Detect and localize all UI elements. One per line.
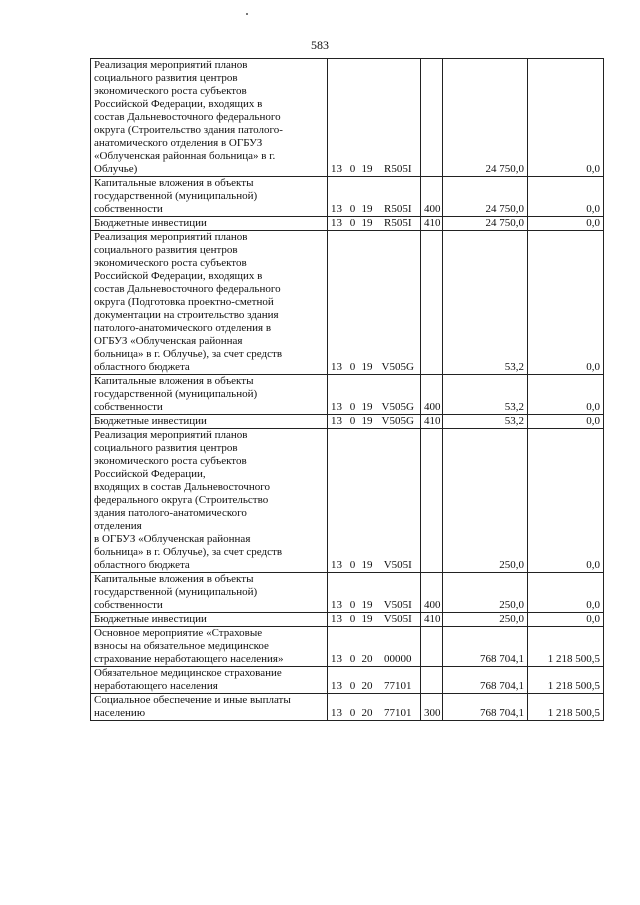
description-line: собственности [94,401,163,413]
amount-first-year: 24 750,0 [443,59,528,177]
row-description [91,694,328,721]
row-description [91,231,328,375]
amount-second-year: 1 218 500,5 [528,694,604,721]
description-line: областного бюджета [94,361,190,373]
budget-table [90,58,604,721]
expense-direction-code: R505I [376,217,421,231]
program-code: 13 [328,573,347,613]
expense-type-code [421,667,443,694]
description-line: Реализация мероприятий планов [94,429,248,441]
description-line: больница» в г. Облучье), за счет средств [94,348,283,360]
description-line: государственной (муниципальной) [94,586,258,598]
description-line: больница» в г. Облучье), за счет средств [94,546,283,558]
description-line: Бюджетные инвестиции [94,415,207,427]
row-description [91,429,328,573]
table-row [91,627,604,667]
table-row [91,231,604,375]
description-line: взносы на обязательное медицинское [94,640,269,652]
table-row [91,217,604,231]
expense-direction-code: R505I [376,59,421,177]
amount-first-year: 24 750,0 [443,177,528,217]
description-line: государственной (муниципальной) [94,190,258,202]
amount-first-year: 53,2 [443,415,528,429]
description-line: страхование неработающего населения» [94,653,284,665]
program-code: 13 [328,694,347,721]
subprogram-code: 0 [347,375,359,415]
description-line: экономического роста субъектов [94,85,247,97]
table-row [91,375,604,415]
main-event-code: 20 [359,667,376,694]
expense-type-code: 400 [421,375,443,415]
row-description [91,177,328,217]
description-line: входящих в состав Дальневосточного [94,481,271,493]
row-description [91,667,328,694]
table-row [91,415,604,429]
subprogram-code: 0 [347,177,359,217]
description-line: государственной (муниципальной) [94,388,258,400]
expense-type-code: 410 [421,613,443,627]
table-row [91,694,604,721]
page-number: 583 [311,38,329,52]
program-code: 13 [328,217,347,231]
row-description [91,573,328,613]
amount-second-year: 0,0 [528,217,604,231]
table-row [91,613,604,627]
table-row [91,573,604,613]
description-line: в ОГБУЗ «Облученская районная [94,533,251,545]
description-line: «Облученская районная больница» в г. [94,150,276,162]
description-line: Реализация мероприятий планов [94,59,248,71]
amount-first-year: 768 704,1 [443,667,528,694]
row-description [91,375,328,415]
expense-type-code [421,627,443,667]
description-line: Бюджетные инвестиции [94,217,207,229]
description-line: Облучье) [94,163,138,175]
expense-direction-code: V505I [376,429,421,573]
description-line: областного бюджета [94,559,190,571]
main-event-code: 19 [359,217,376,231]
amount-first-year: 53,2 [443,375,528,415]
description-line: экономического роста субъектов [94,257,247,269]
row-description [91,415,328,429]
description-line: Капитальные вложения в объекты [94,573,254,585]
program-code: 13 [328,375,347,415]
amount-first-year: 250,0 [443,429,528,573]
amount-second-year: 0,0 [528,177,604,217]
amount-second-year: 1 218 500,5 [528,627,604,667]
description-line: состав Дальневосточного федерального [94,283,281,295]
amount-first-year: 53,2 [443,231,528,375]
main-event-code: 19 [359,231,376,375]
program-code: 13 [328,667,347,694]
description-line: Реализация мероприятий планов [94,231,248,243]
description-line: документации на строительство здания [94,309,279,321]
description-line: округа (Подготовка проектно-сметной [94,296,274,308]
program-code: 13 [328,627,347,667]
program-code: 13 [328,59,347,177]
main-event-code: 20 [359,627,376,667]
amount-first-year: 250,0 [443,613,528,627]
expense-direction-code: R505I [376,177,421,217]
description-line: Основное мероприятие «Страховые [94,627,263,639]
amount-second-year: 0,0 [528,59,604,177]
description-line: ОГБУЗ «Облученская районная [94,335,243,347]
amount-second-year: 0,0 [528,231,604,375]
expense-direction-code: 77101 [376,667,421,694]
amount-second-year: 1 218 500,5 [528,667,604,694]
amount-first-year: 768 704,1 [443,694,528,721]
description-line: Российской Федерации, входящих в [94,270,263,282]
expense-direction-code: V505G [376,375,421,415]
subprogram-code: 0 [347,627,359,667]
program-code: 13 [328,613,347,627]
amount-second-year: 0,0 [528,573,604,613]
table-row [91,429,604,573]
description-line: собственности [94,599,163,611]
subprogram-code: 0 [347,429,359,573]
description-line: социального развития центров [94,244,238,256]
program-code: 13 [328,415,347,429]
row-description [91,613,328,627]
main-event-code: 19 [359,573,376,613]
description-line: Социальное обеспечение и иные выплаты [94,694,291,706]
description-line: неработающего населения [94,680,218,692]
amount-first-year: 768 704,1 [443,627,528,667]
description-line: Российской Федерации, [94,468,206,480]
amount-second-year: 0,0 [528,429,604,573]
subprogram-code: 0 [347,613,359,627]
subprogram-code: 0 [347,667,359,694]
row-description [91,217,328,231]
description-line: социального развития центров [94,72,238,84]
description-line: населению [94,707,146,719]
main-event-code: 20 [359,694,376,721]
amount-second-year: 0,0 [528,415,604,429]
main-event-code: 19 [359,177,376,217]
expense-direction-code: V505I [376,613,421,627]
program-code: 13 [328,429,347,573]
expense-type-code: 400 [421,177,443,217]
row-description [91,59,328,177]
subprogram-code: 0 [347,415,359,429]
main-event-code: 19 [359,613,376,627]
description-line: здания патолого-анатомического [94,507,247,519]
main-event-code: 19 [359,375,376,415]
subprogram-code: 0 [347,231,359,375]
description-line: Российской Федерации, входящих в [94,98,263,110]
expense-type-code: 400 [421,573,443,613]
expense-type-code: 410 [421,415,443,429]
expense-type-code: 300 [421,694,443,721]
description-line: собственности [94,203,163,215]
description-line: Капитальные вложения в объекты [94,177,254,189]
expense-type-code [421,429,443,573]
expense-type-code [421,231,443,375]
description-line: Капитальные вложения в объекты [94,375,254,387]
expense-direction-code: 77101 [376,694,421,721]
main-event-code: 19 [359,59,376,177]
table-row [91,177,604,217]
expense-direction-code: V505G [376,231,421,375]
program-code: 13 [328,231,347,375]
subprogram-code: 0 [347,573,359,613]
amount-second-year: 0,0 [528,375,604,415]
description-line: экономического роста субъектов [94,455,247,467]
description-line: отделения [94,520,142,532]
description-line: Обязательное медицинское страхование [94,667,282,679]
scan-speck [246,13,248,15]
main-event-code: 19 [359,415,376,429]
expense-type-code: 410 [421,217,443,231]
program-code: 13 [328,177,347,217]
amount-first-year: 24 750,0 [443,217,528,231]
subprogram-code: 0 [347,217,359,231]
description-line: состав Дальневосточного федерального [94,111,281,123]
description-line: федерального округа (Строительство [94,494,269,506]
expense-direction-code: V505G [376,415,421,429]
subprogram-code: 0 [347,59,359,177]
amount-second-year: 0,0 [528,613,604,627]
description-line: Бюджетные инвестиции [94,613,207,625]
expense-direction-code: 00000 [376,627,421,667]
table-row [91,59,604,177]
expense-type-code [421,59,443,177]
description-line: социального развития центров [94,442,238,454]
expense-direction-code: V505I [376,573,421,613]
row-description [91,627,328,667]
amount-first-year: 250,0 [443,573,528,613]
description-line: анатомического отделения в ОГБУЗ [94,137,263,149]
subprogram-code: 0 [347,694,359,721]
table-row [91,667,604,694]
main-event-code: 19 [359,429,376,573]
description-line: патолого-анатомического отделения в [94,322,272,334]
description-line: округа (Строительство здания патолого- [94,124,283,136]
